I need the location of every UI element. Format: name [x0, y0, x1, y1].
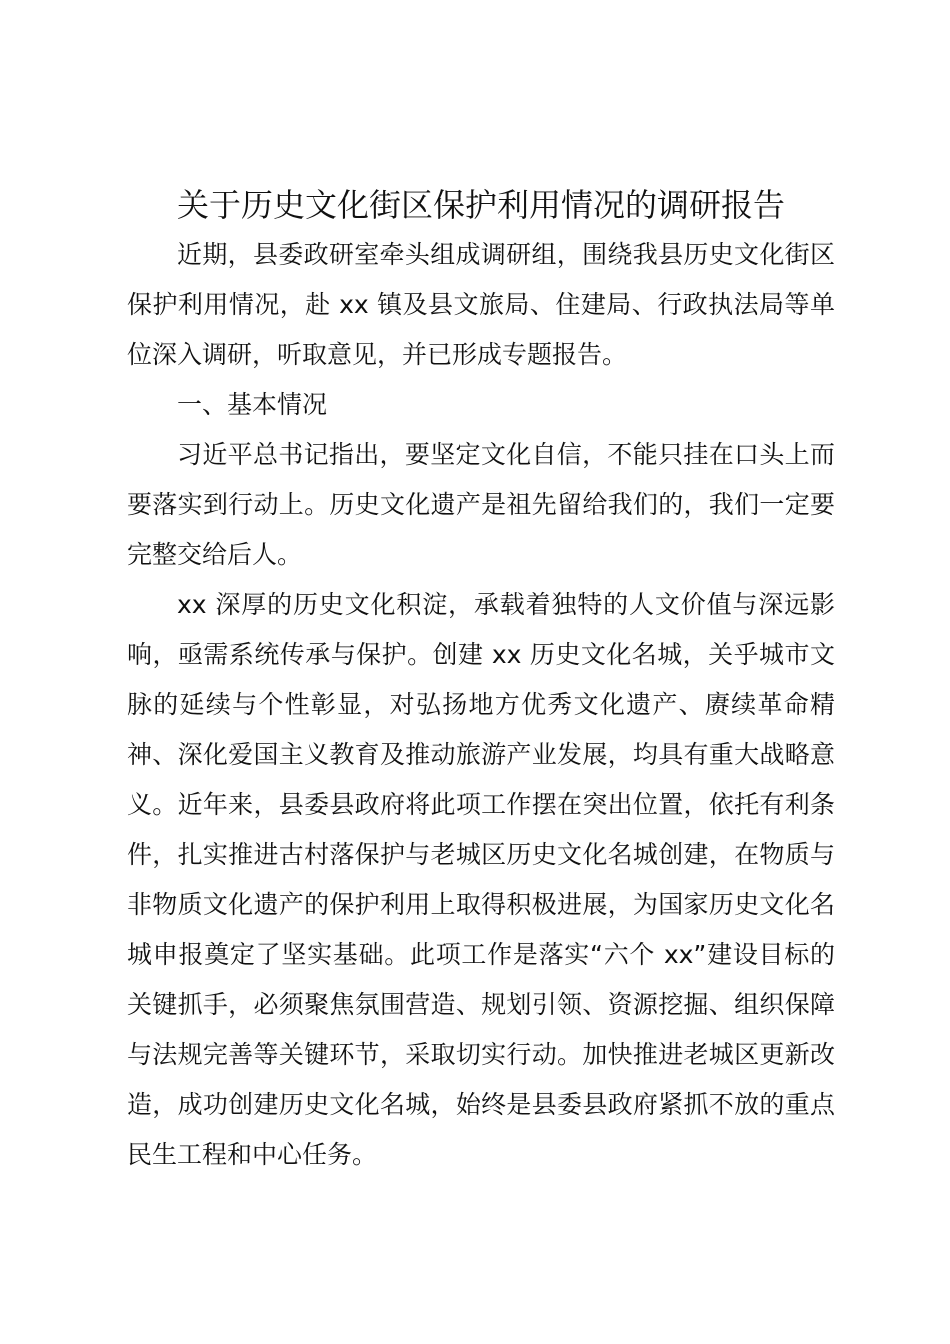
section-heading-basic-situation: 一、基本情况: [177, 390, 328, 419]
paragraph-quote: 习近平总书记指出，要坚定文化自信，不能只挂在口头上而要落实到行动上。历史文化遗产是祖先留给我们的，我们一定要完整交给后人。: [127, 440, 835, 569]
document-body: [127, 230, 835, 1180]
paragraph-background: xx 深厚的历史文化积淀，承载着独特的人文价值与深远影响，亟需系统传承与保护。创建 xx 历史文化名城，关乎城市文脉的延续与个性彰显，对弘扬地方优秀文化遗产、赓续革命精神、深化爱国主义教育及推动旅游产业发展，均具有重大战略意义。近年来，县委县政府将此项工作摆在突出位置，依托有利条件，扎实推进古村落保护与老城区历史文化名城创建，在物质与非物质文化遗产的保护利用上取得积极进展，为国家历史文化名城申报奠定了坚实基础。此项工作是落实“六个 xx”建设目标的关键抓手，必须聚焦氛围营造、规划引领、资源挖掘、组织保障与法规完善等关键环节，采取切实行动。加快推进老城区更新改造，成功创建历史文化名城，始终是县委县政府紧抓不放的重点民生工程和中心任务。: [127, 590, 835, 1169]
document-title: 关于历史文化街区保护利用情况的调研报告: [176, 186, 785, 224]
paragraph-intro: 近期，县委政研室牵头组成调研组，围绕我县历史文化街区保护利用情况，赴 xx 镇及县文旅局、住建局、行政执法局等单位深入调研，听取意见，并已形成专题报告。: [127, 240, 835, 369]
